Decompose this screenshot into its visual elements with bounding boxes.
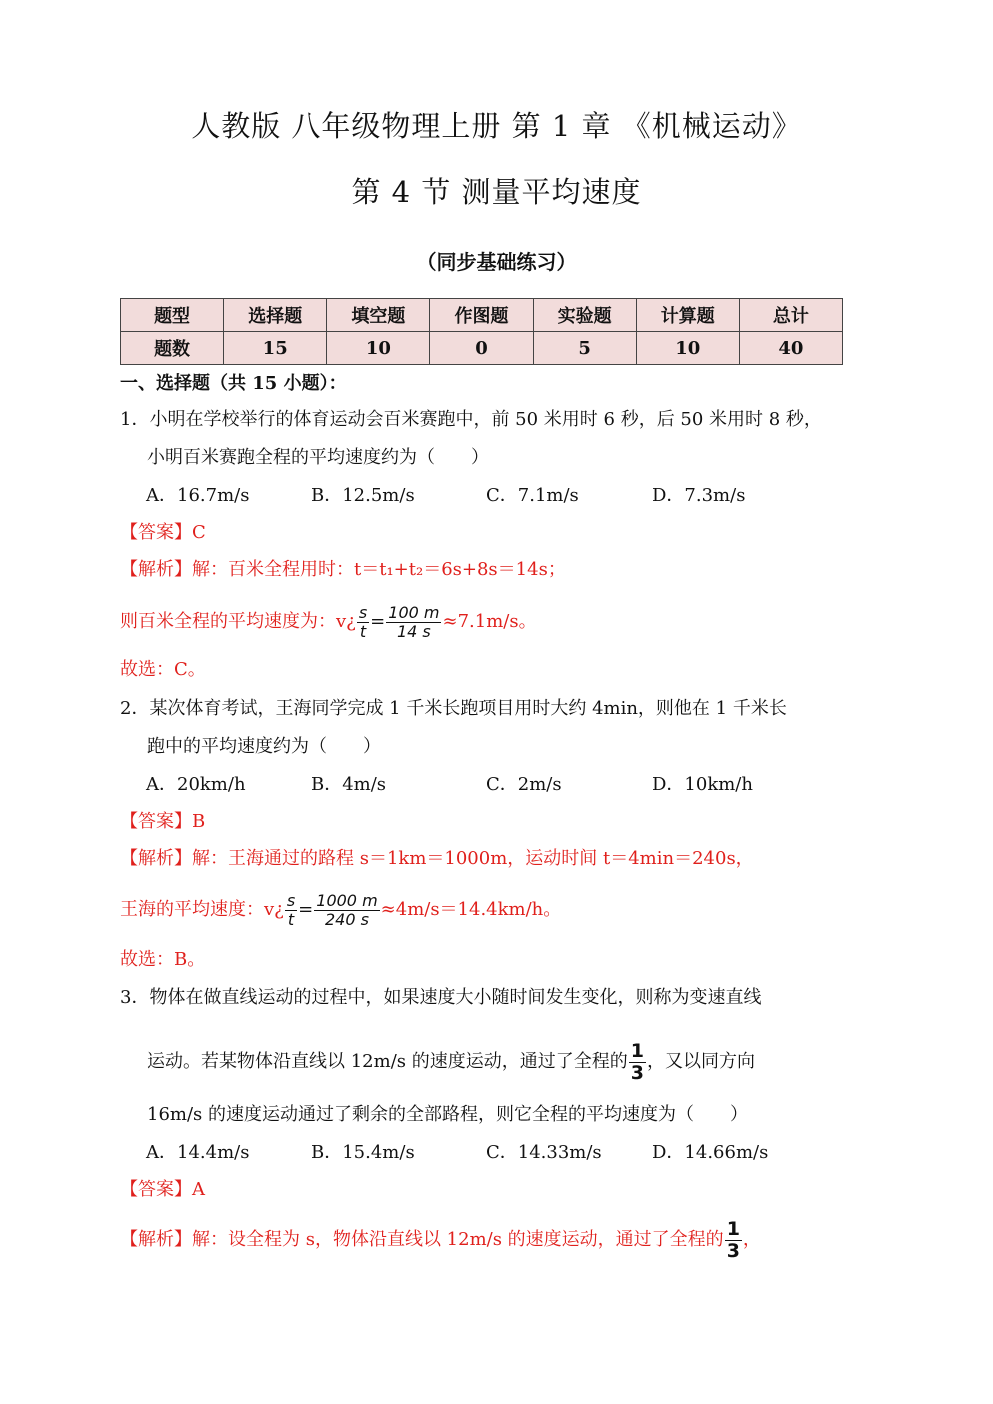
q2-speed-formula bbox=[120, 890, 561, 930]
q1-speed-formula bbox=[120, 602, 537, 642]
q1-answer: 【答案】C bbox=[120, 522, 206, 543]
fraction-s-over-t: $\frac{s}{t}$ bbox=[286, 890, 296, 929]
fraction-distance-over-time: $\frac{1000 m}{240 s}$ bbox=[316, 890, 378, 929]
question-text-segment: ，又以同方向 bbox=[646, 1051, 755, 1072]
table-cell: 题型 bbox=[121, 299, 224, 332]
fraction-s-over-t: $\frac{s}{t}$ bbox=[358, 602, 368, 641]
question-2-text-cont: 跑中的平均速度约为（ ） bbox=[147, 736, 381, 757]
q1-option-b: B．12.5m/s bbox=[311, 485, 415, 506]
analysis-text: 解：设全程为 s，物体沿直线以 12m/s 的速度运动，通过了全程的 bbox=[192, 1229, 724, 1250]
table-cell: 5 bbox=[533, 332, 636, 365]
section-heading: 第 4 节 测量平均速度 bbox=[351, 175, 642, 209]
table-cell: 总计 bbox=[739, 299, 842, 332]
q2-choice: 故选：B。 bbox=[120, 949, 206, 970]
question-text-segment: 运动。若某物体沿直线以 12m/s 的速度运动，通过了全程的 bbox=[147, 1051, 628, 1072]
question-3-text: 3．物体在做直线运动的过程中，如果速度大小随时间发生变化，则称为变速直线 bbox=[120, 987, 762, 1008]
analysis-text: 解：王海通过的路程 s＝1km＝1000m，运动时间 t＝4min＝240s， bbox=[192, 848, 754, 869]
q3-answer: 【答案】A bbox=[120, 1179, 205, 1200]
q3-analysis bbox=[120, 1218, 761, 1262]
q3-option-a: A．14.4m/s bbox=[146, 1142, 250, 1163]
q3-option-d: D．14.66m/s bbox=[652, 1142, 769, 1163]
table-cell: 10 bbox=[327, 332, 430, 365]
table-row bbox=[121, 332, 843, 365]
table-cell: 填空题 bbox=[327, 299, 430, 332]
formula-result: ≈7.1m/s。 bbox=[442, 611, 537, 632]
question-2-text: 2．某次体育考试，王海同学完成 1 千米长跑项目用时大约 4min，则他在 1 千米长 bbox=[120, 698, 787, 719]
fraction-distance-over-time: $\frac{100 m}{14 s}$ bbox=[388, 602, 440, 641]
table-cell: 0 bbox=[430, 332, 533, 365]
table-header-row bbox=[121, 299, 843, 332]
table-cell: 实验题 bbox=[533, 299, 636, 332]
q1-choice: 故选：C。 bbox=[120, 659, 206, 680]
table-cell: 作图题 bbox=[430, 299, 533, 332]
q1-option-a: A．16.7m/s bbox=[146, 485, 250, 506]
analysis-text: 解：百米全程用时：t＝t₁+t₂＝6s+8s＝14s； bbox=[192, 559, 566, 580]
document-title: 人教版 八年级物理上册 第 1 章 《机械运动》 bbox=[191, 109, 802, 143]
formula-lead: 王海的平均速度：v¿ bbox=[120, 899, 284, 920]
analysis-label: 【解析】 bbox=[120, 848, 192, 869]
q2-option-d: D．10km/h bbox=[652, 774, 753, 795]
formula-lead: 则百米全程的平均速度为：v¿ bbox=[120, 611, 356, 632]
q2-option-c: C．2m/s bbox=[486, 774, 562, 795]
table-cell: 15 bbox=[224, 332, 327, 365]
section-title: 一、选择题（共 15 小题）： bbox=[120, 373, 347, 394]
table-cell: 10 bbox=[636, 332, 739, 365]
question-summary-table bbox=[120, 298, 843, 365]
equals-sign: = bbox=[370, 611, 386, 632]
q3-option-b: B．15.4m/s bbox=[311, 1142, 415, 1163]
question-1-text: 1．小明在学校举行的体育运动会百米赛跑中，前 50 米用时 6 秒，后 50 米用时 8 秒， bbox=[120, 409, 822, 430]
table-cell: 40 bbox=[739, 332, 842, 365]
fraction-one-third: $\frac{1}{3}$ bbox=[630, 1039, 644, 1084]
analysis-label: 【解析】 bbox=[120, 559, 192, 580]
fraction-one-third: $\frac{1}{3}$ bbox=[726, 1217, 740, 1262]
q1-analysis bbox=[120, 558, 566, 582]
table-cell: 题数 bbox=[121, 332, 224, 365]
q2-answer: 【答案】B bbox=[120, 811, 206, 832]
q1-option-c: C．7.1m/s bbox=[486, 485, 579, 506]
q2-analysis bbox=[120, 847, 754, 871]
question-3-text-cont bbox=[147, 1040, 755, 1084]
document-subtitle: （同步基础练习） bbox=[416, 250, 577, 274]
q3-option-c: C．14.33m/s bbox=[486, 1142, 602, 1163]
question-3-text-cont-2: 16m/s 的速度运动通过了剩余的全部路程，则它全程的平均速度为（ ） bbox=[147, 1104, 748, 1125]
q2-option-b: B．4m/s bbox=[311, 774, 387, 795]
formula-result: ≈4m/s＝14.4km/h。 bbox=[380, 899, 562, 920]
equals-sign: = bbox=[298, 899, 314, 920]
analysis-text: ， bbox=[742, 1229, 761, 1250]
table-cell: 选择题 bbox=[224, 299, 327, 332]
table-cell: 计算题 bbox=[636, 299, 739, 332]
q1-option-d: D．7.3m/s bbox=[652, 485, 746, 506]
analysis-label: 【解析】 bbox=[120, 1229, 192, 1250]
question-1-text-cont: 小明百米赛跑全程的平均速度约为（ ） bbox=[147, 447, 489, 468]
q2-option-a: A．20km/h bbox=[146, 774, 246, 795]
